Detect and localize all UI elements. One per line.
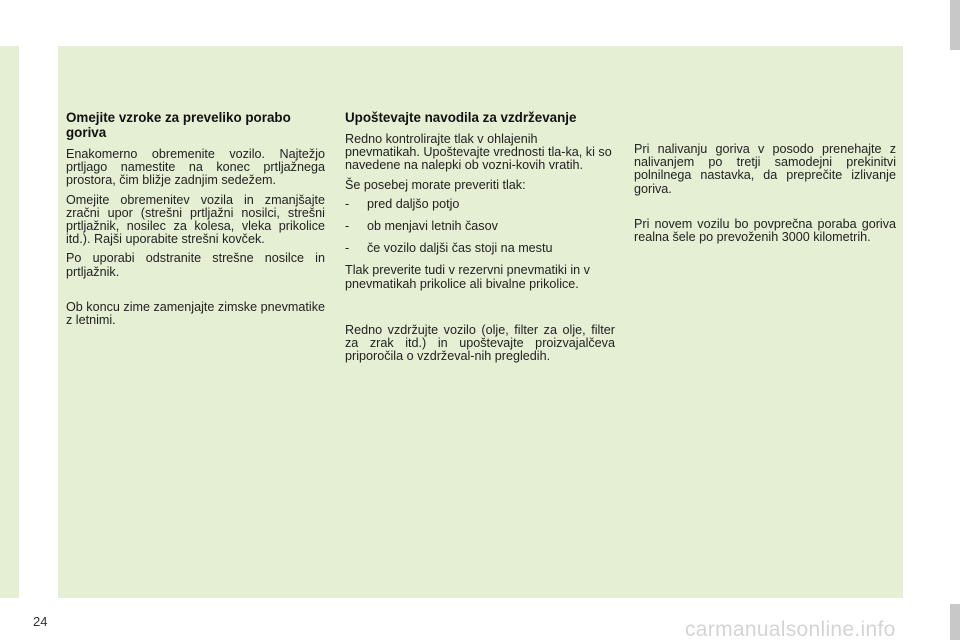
paragraph-check-pressure-when: Še posebej morate preveriti tlak: [345, 177, 526, 192]
column-fuel-consumption [66, 110, 325, 333]
column-refuelling [634, 143, 896, 250]
paragraph-tyre-pressure: Redno kontrolirajte tlak v ohlajenih pnevmatikah. Upoštevajte vrednosti tla-ka, ki so navedene na nalepki ob vozni-kovih vratih. [345, 132, 612, 173]
list-item: - pred daljšo potjo [345, 196, 460, 211]
paragraph-load-vehicle: Enakomerno obremenite vozilo. Najtežjo prtljago namestite na konec prtljažnega prostora, čim bližje zadnjim sedežem. [66, 147, 325, 188]
list-item: - če vozilo daljši čas stoji na mestu [345, 241, 553, 256]
paragraph-reduce-drag: Omejite obremenitev vozila in zmanjšajte zračni upor (strešni prtljažni nosilci, strešni prtljažnik, nosilec za kolesa, vleka prikolice itd.). Rajši uporabite strešni kovček. [66, 192, 325, 247]
paragraph-new-vehicle: Pri novem vozilu bo povprečna poraba goriva realna šele po prevoženih 3000 kilometrih. [634, 216, 896, 245]
pressure-check-list [345, 198, 615, 256]
heading-maintenance: Upoštevajte navodila za vzdrževanje [345, 110, 577, 125]
heading-fuel-consumption: Omejite vzroke za preveliko porabo goriva [66, 110, 291, 140]
paragraph-remove-racks: Po uporabi odstranite strešne nosilce in prtljažnik. [66, 251, 325, 279]
page-number: 24 [33, 614, 48, 629]
watermark: carmanualsonline.info [685, 618, 896, 641]
paragraph-winter-tyres: Ob koncu zime zamenjajte zimske pnevmatike z letnimi. [66, 299, 325, 328]
paragraph-spare-tyre: Tlak preverite tudi v rezervni pnevmatiki in v pnevmatikah prikolice ali bivalne prikolice. [345, 263, 590, 291]
page-edge-tab-bottom [950, 604, 960, 640]
left-margin-strip [0, 46, 19, 598]
column-maintenance [345, 110, 615, 369]
list-item: - ob menjavi letnih časov [345, 219, 498, 234]
page-edge-tab [950, 0, 960, 50]
paragraph-regular-service: Redno vzdržujte vozilo (olje, filter za olje, filter za zrak itd.) in upoštevajte proizvajalčeva priporočila o vzdrževal-nih pregledih. [345, 322, 615, 364]
paragraph-refuelling: Pri nalivanju goriva v posodo prenehajte z nalivanjem po tretji samodejni prekinitvi polnilnega nastavka, da preprečite izlivanje goriva. [634, 142, 896, 196]
